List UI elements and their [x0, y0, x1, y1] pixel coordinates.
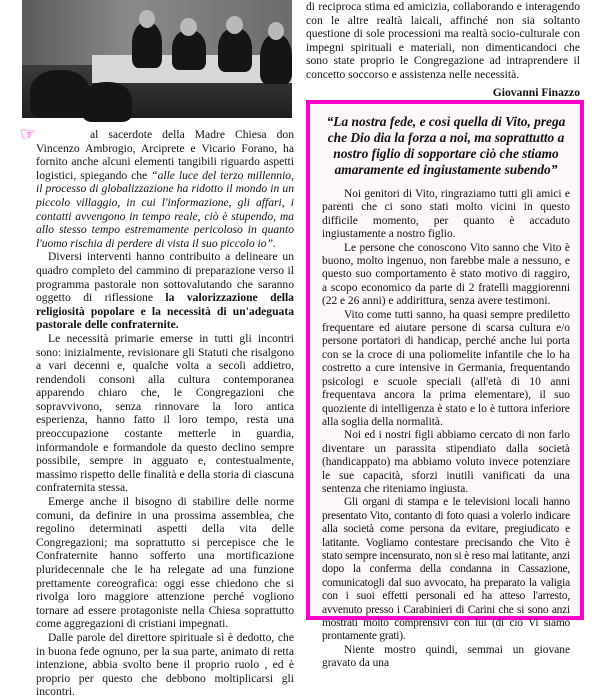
- photo-person-head: [139, 10, 155, 28]
- letter-paragraph: Niente mostro quindi, semmai un giovane gravato da una: [322, 643, 570, 670]
- letter-paragraph: Noi genitori di Vito, ringraziamo tutti gli amici e parenti che ci sono stati molto vicini in questo difficile momento, per quanto è accaduto ingiustamente a nostro figlio.: [322, 188, 570, 241]
- article-right-top: [306, 0, 580, 114]
- letter-title: “La nostra fede, e così quella di Vito, prega che Dio dia la forza a noi, ma soprattutto a nostro figlio di sopportare ciò che stiamo amaramente ed ingiustamente subendo”: [326, 114, 566, 177]
- photo-person: [132, 22, 162, 68]
- photo-person: [260, 34, 292, 84]
- letter-box-inner: [310, 104, 580, 670]
- pointing-hand-icon: ☞: [20, 124, 37, 144]
- photo-person-head: [226, 16, 243, 34]
- meeting-photo: [22, 0, 292, 118]
- bold-emphasis: la valorizzazione della religiosità popolare e la necessità di un'adeguata pastorale delle confraternite.: [36, 291, 294, 332]
- letter-box: [306, 100, 584, 670]
- letter-paragraph: Gli organi di stampa e le televisioni locali hanno presentato Vito, contanto di foto quasi a volerlo indicare alla società come persona da evitare, pregiudicato e latitante. Vogliamo contestare precisando che Vito è stato sempre incensurato, non si è reso mai latitante, anzi dopo la conferma della condanna in Cassazione, comunicatogli dal suo avvocato, ha preparato la valigia con i suoi effetti personali ed ha atteso l'arresto, avvenuto presso i Carabinieri di Carini che si sono anzi mostrati molto comprensivi con lui (di ciò Vi siamo prontamente grati).: [322, 496, 570, 643]
- photo-person: [172, 30, 206, 70]
- photo-audience: [30, 70, 90, 118]
- letter-paragraph: Vito come tutti sanno, ha quasi sempre prediletto frequentare ed aiutare persone di scarsa cultura e/o persone portatori di handicap, perché anche lui porta con se la croce di una poliomelite infantile che lo ha costretto a cure intensive in Germania, frequentando psicologi e scuole speciali (all'età di 10 anni frequentava ancora la prima elementare), il suo quoziente di intelligenza è stato e lo è tuttora inferiore alla soglia della normalità.: [322, 308, 570, 428]
- photo-person-head: [268, 22, 284, 40]
- article-paragraph: Diversi interventi hanno contribuito a delineare un quadro completo del cammino di preparazione verso il programma pastorale non sottovalutando che saranno oggetto di riflessione la valorizzazione della religiosità popolare e la necessità di un'adeguata pastorale delle confraternite.: [36, 250, 294, 332]
- article-paragraph: al sacerdote della Madre Chiesa don Vincenzo Ambrogio, Arciprete e Vicario Forano, ha fornito anche alcuni elementi tangibili riguardo aspetti logistici, spiegando che “alle luce del terzo millennio, il processo di globalizzazione ha ridotto il mondo in un piccolo villaggio, in cui l'informazione, gli affari, i contatti avvengono in tempo reale, ciò è stupendo, ma allo stesso tempo estremamente pericoloso in quanto l'uomo rischia di perdere di vista il suo piccolo io”.: [36, 128, 294, 250]
- article-left-column: [36, 128, 294, 699]
- article-paragraph: Emerge anche il bisogno di stabilire delle norme comuni, da definire in una prossima assemblea, che regolino determinati aspetti della vita delle Congregazioni; ma soprattutto si percepisce che le Confraternite hanno sofferto una mortificazione pluridecennale che le ha relegate ad una funzione prettamente coreografica: oggi esse chiedono che si rivolga loro maggiore attenzione perché vogliono tornare ad essere protagoniste nella Chiesa soprattutto come aggregazioni di cristiani impegnati.: [36, 495, 294, 631]
- letter-paragraph: Le persone che conoscono Vito sanno che Vito è buono, molto ingenuo, non farebbe male a nessuno, e questo suo comportamento è stato motivo di raggiro, a scopo economico da parte di 2 fratelli maggiorenni (22 e 26 anni) e addirittura, senza avere testimoni.: [322, 241, 570, 308]
- photo-person: [218, 28, 252, 72]
- signer-name: Giovanni Finazzo: [492, 85, 580, 99]
- article-paragraph: Le necessità primarie emerse in tutti gli incontri sono: inizialmente, revisionare gli Statuti che risalgono a vari decenni e, qualche volta a secoli addietro, rendendoli consoni alla cultura contemporanea apparendo chiaro che, le Congregazioni che sopravvivono, senza rinnovare la loro antica esperienza, hanno fatto il loro tempo, resta una preoccupazione costante metterle in guardia, informandole e formandole da questo declino sempre possibile, sempre in agguato e, contestualmente, massimo rispetto delle finalità e della storia di ciascuna confraternita stessa.: [36, 331, 294, 495]
- letter-paragraph: Noi ed i nostri figli abbiamo cercato di non farlo diventare un parassita stipendiato dalla società (handicappato) ma abbiamo voluto invece potenziare le sue capacità, sforzi inutili vanificati da una sentenza che riteniamo ingiusta.: [322, 429, 570, 495]
- article-paragraph: di reciproca stima ed amicizia, collaborando e interagendo con le altre realtà laicali, affinché non sia soltanto questione di sole processioni ma realtà socio-culturale con impegni spirituali e materiali, non dimenticandoci che sono state proprio le Congregazione ad intraprendere il concetto soccorso e assistenza nelle necessità.: [306, 0, 580, 81]
- article-paragraph: Dalle parole del direttore spirituale sì è dedotto, che in buona fede ognuno, per la sua parte, animato di retta intenzione, abbia svolto bene il proprio ruolo , ed è proprio per questo che debbono moltiplicarsi gli incontri.: [36, 630, 294, 699]
- quote-italic: “alle luce del terzo millennio, il processo di globalizzazione ha ridotto il mondo in un piccolo villaggio, in cui l'informazione, gli affari, i contatti avvengono in tempo reale, ciò è stupendo, ma allo stesso tempo estremamente pericoloso in quanto l'uomo rischia di perdere di vista il suo piccolo io”.: [36, 168, 294, 250]
- photo-person-head: [180, 18, 197, 36]
- photo-audience: [82, 82, 132, 122]
